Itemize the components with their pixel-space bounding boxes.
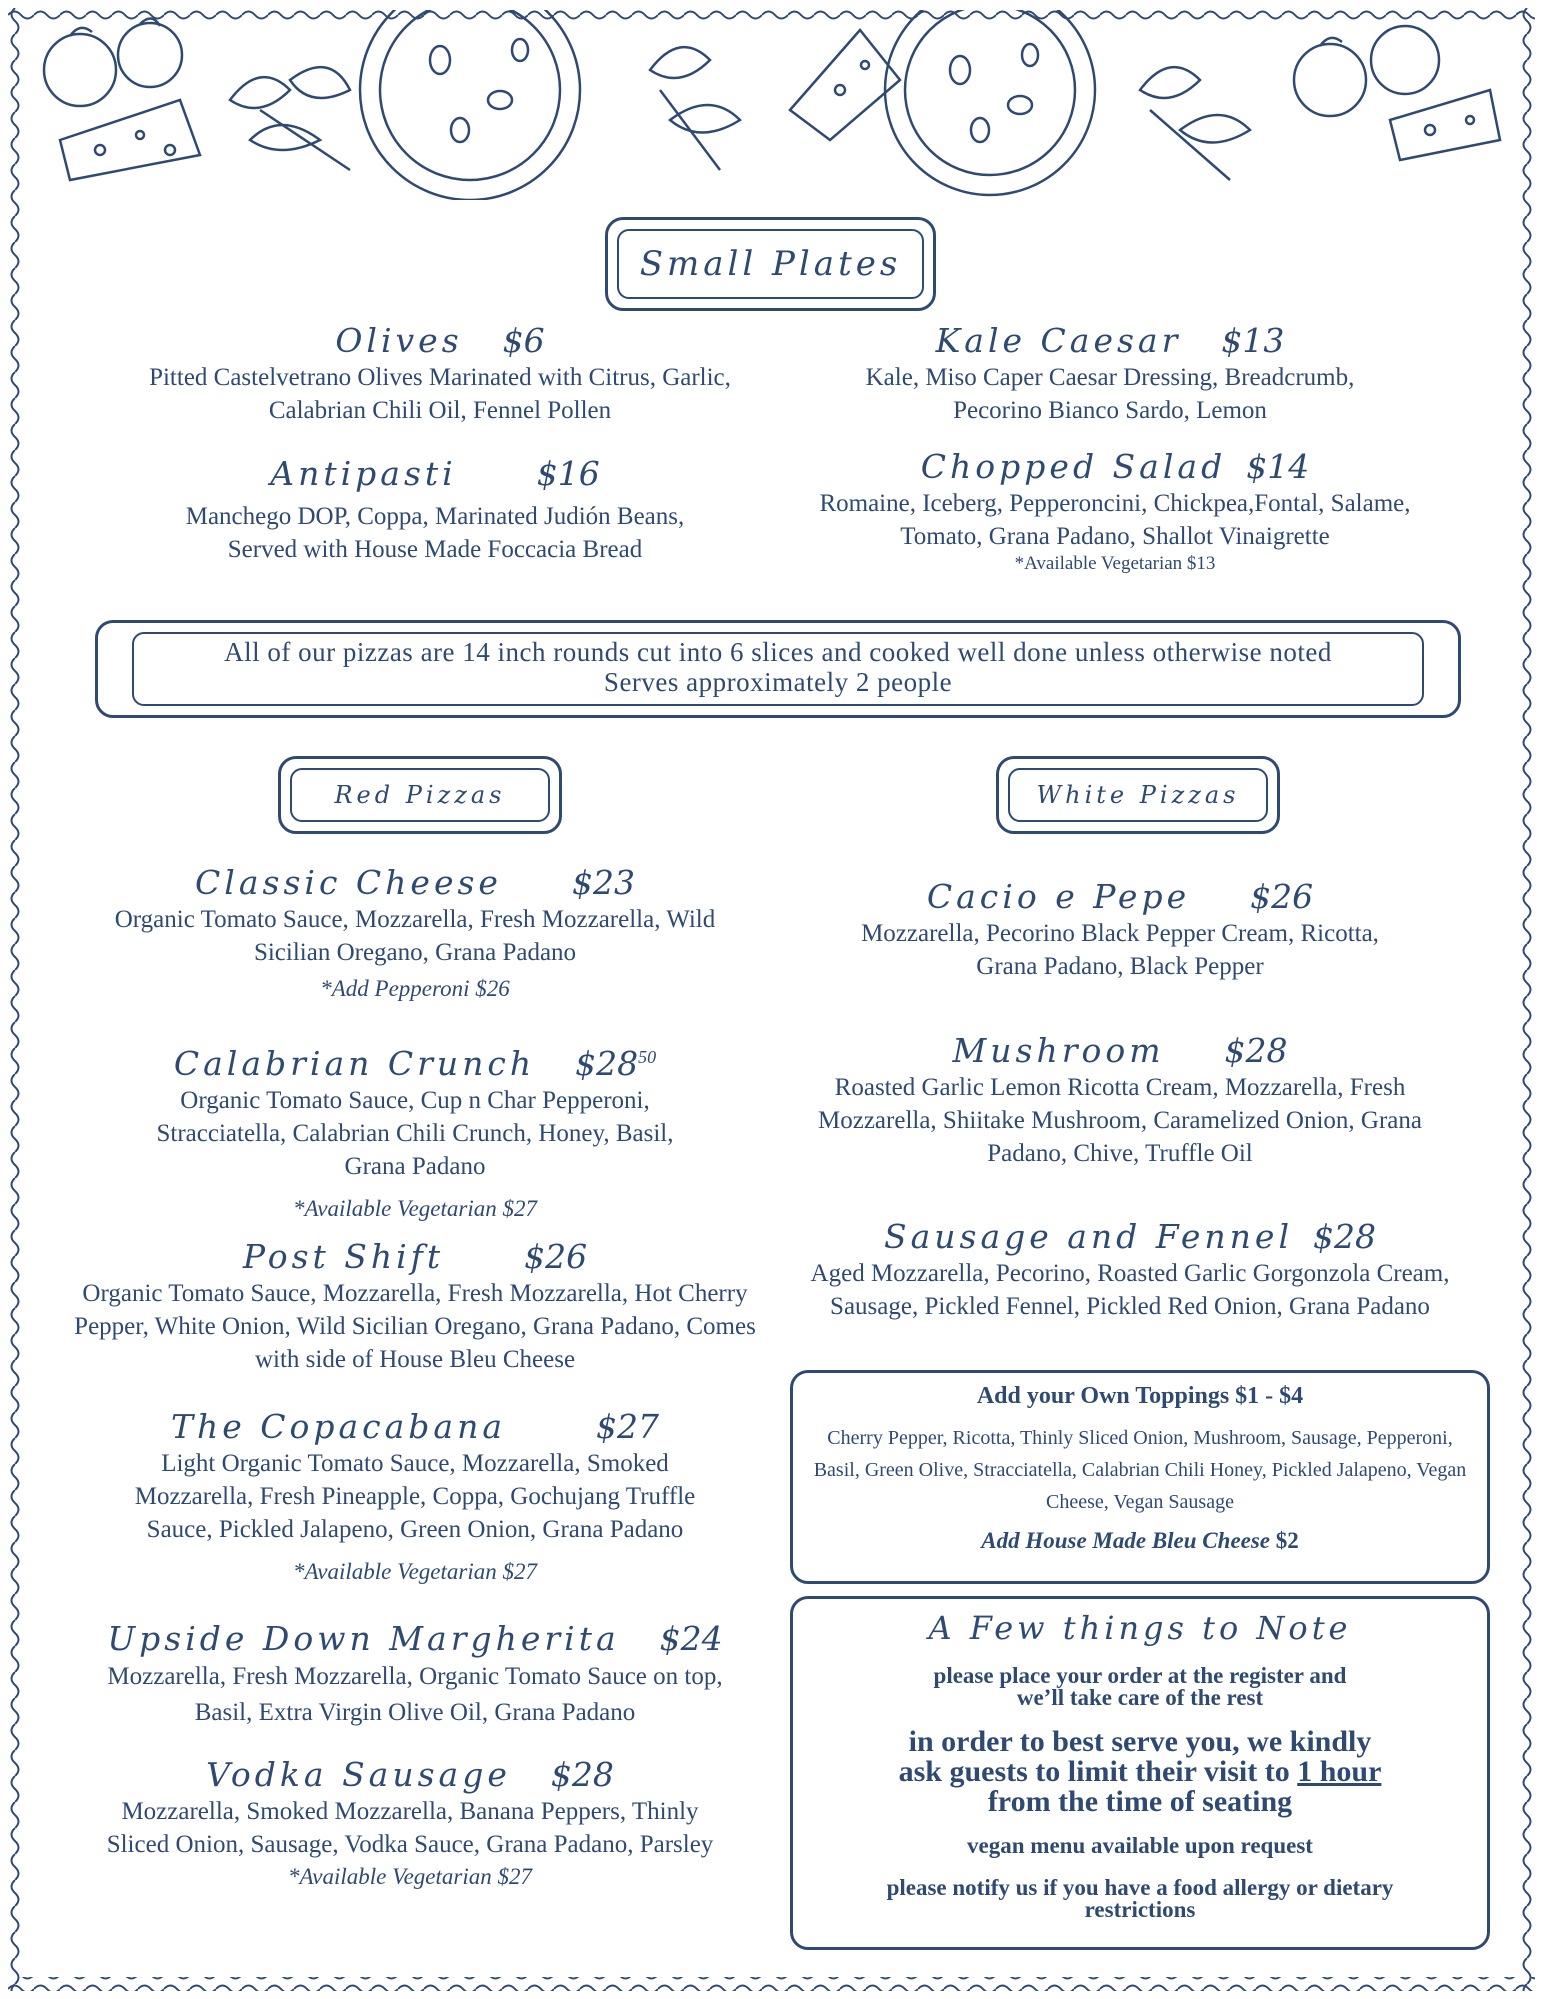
notes-title: A Few things to Note xyxy=(928,1609,1352,1647)
item-name: Sausage and Fennel xyxy=(883,1217,1294,1256)
cheese-wedge-icon xyxy=(1390,90,1500,160)
notes-panel xyxy=(790,1596,1490,1950)
notes-limit-line-2: ask guests to limit their visit to xyxy=(898,1755,1298,1788)
item-name: Olives xyxy=(335,321,463,360)
small-plates-header xyxy=(605,217,936,311)
item-name: Antipasti xyxy=(270,454,457,493)
notes-allergy xyxy=(793,1877,1487,1921)
bleu-cheese-price: $2 xyxy=(1275,1528,1299,1553)
red-pizzas-header xyxy=(278,756,562,834)
toppings-title: Add your Own Toppings $1 - $4 xyxy=(976,1383,1304,1409)
item-description: Aged Mozzarella, Pecorino, Roasted Garlic Gorgonzola Cream, Sausage, Pickled Fennel, Pickled Red Onion, Grana Padano xyxy=(810,1260,1450,1320)
item-name: Mushroom xyxy=(952,1031,1165,1070)
item-name: Classic Cheese xyxy=(195,863,502,902)
item-price: $16 xyxy=(536,454,600,493)
item-price: $28 xyxy=(575,1044,639,1083)
menu-item-vodka-sausage xyxy=(70,1756,750,1893)
item-description: Mozzarella, Pecorino Black Pepper Cream, Ricotta, Grana Padano, Black Pepper xyxy=(861,920,1379,980)
item-price: $28 xyxy=(1313,1217,1377,1256)
white-pizzas-title: White Pizzas xyxy=(1036,781,1240,809)
item-note: *Available Vegetarian $27 xyxy=(292,1559,537,1584)
notes-order-line-1: please place your order at the register and xyxy=(933,1663,1347,1688)
basil-icon xyxy=(230,67,350,170)
notes-limit-hour: 1 hour xyxy=(1297,1755,1382,1788)
item-description: Mozzarella, Smoked Mozzarella, Banana Peppers, Thinly Sliced Onion, Sausage, Vodka Sauce, Grana Padano, Parsley xyxy=(106,1798,714,1858)
pizza-info-line-2: Serves approximately 2 people xyxy=(603,667,953,697)
tomato-icon xyxy=(44,18,182,106)
notes-order xyxy=(793,1665,1487,1709)
pizza-icon xyxy=(360,10,580,200)
tomato-icon xyxy=(1294,26,1439,116)
notes-time-limit xyxy=(793,1727,1487,1817)
basil-icon xyxy=(650,47,740,170)
pizza-info-box xyxy=(95,620,1461,718)
white-pizzas-header xyxy=(996,756,1280,834)
item-description: Mozzarella, Fresh Mozzarella, Organic Tomato Sauce on top, Basil, Extra Virgin Olive Oil, Grana Padano xyxy=(107,1663,723,1726)
item-price: $6 xyxy=(502,321,545,360)
menu-item-copacabana xyxy=(90,1408,740,1588)
notes-order-line-2: we’ll take care of the rest xyxy=(1016,1685,1264,1710)
pizza-info-line-1: All of our pizzas are 14 inch rounds cut into 6 slices and cooked well done unless otherwise noted xyxy=(224,637,1332,667)
item-description: Organic Tomato Sauce, Mozzarella, Fresh Mozzarella, Hot Cherry Pepper, White Onion, Wild Sicilian Oregano, Grana Padano, Comes with side of House Bleu Cheese xyxy=(74,1280,756,1373)
item-price: $28 xyxy=(1224,1031,1288,1070)
menu-item-kale-caesar xyxy=(800,322,1420,427)
item-name: Upside Down Margherita xyxy=(107,1619,620,1658)
menu-item-antipasti xyxy=(130,455,740,566)
red-pizzas-title: Red Pizzas xyxy=(334,781,506,809)
pizza-icon xyxy=(885,10,1095,195)
toppings-panel xyxy=(790,1370,1490,1584)
item-note: *Available Vegetarian $13 xyxy=(1014,553,1216,574)
menu-item-mushroom xyxy=(790,1032,1450,1170)
menu-item-classic-cheese xyxy=(90,864,740,1005)
item-note: *Available Vegetarian $27 xyxy=(287,1864,532,1889)
menu-item-cacio-e-pepe xyxy=(800,878,1440,983)
cheese-wedge-icon xyxy=(60,100,200,180)
toppings-list: Cherry Pepper, Ricotta, Thinly Sliced Onion, Mushroom, Sausage, Pepperoni, Basil, Green Olive, Stracciatella, Calabrian Chili Honey, Pickled Jalapeno, Vegan Cheese, Vegan Sausage xyxy=(813,1427,1467,1513)
header-illustration xyxy=(30,10,1510,200)
menu-item-chopped-salad xyxy=(770,448,1460,575)
item-name: Kale Caesar xyxy=(935,321,1182,360)
menu-item-post-shift xyxy=(70,1238,760,1376)
item-price: $27 xyxy=(596,1407,660,1446)
notes-limit-line-1: in order to best serve you, we kindly xyxy=(908,1725,1372,1758)
notes-allergy-line-1: please notify us if you have a food allergy or dietary xyxy=(886,1875,1394,1900)
item-price: $23 xyxy=(571,863,635,902)
item-description: Organic Tomato Sauce, Cup n Char Pepperoni, Stracciatella, Calabrian Chili Crunch, Honey, Basil, Grana Padano xyxy=(156,1087,674,1180)
item-price: $14 xyxy=(1246,447,1310,486)
item-description: Manchego DOP, Coppa, Marinated Judión Beans, Served with House Made Foccacia Bread xyxy=(185,503,685,563)
item-price: $24 xyxy=(659,1619,723,1658)
bleu-cheese-line xyxy=(793,1528,1487,1554)
menu-item-calabrian-crunch xyxy=(90,1038,740,1225)
pizza-info-text xyxy=(98,637,1458,697)
item-description: Light Organic Tomato Sauce, Mozzarella, Smoked Mozzarella, Fresh Pineapple, Coppa, Gochujang Truffle Sauce, Pickled Jalapeno, Green Onion, Grana Padano xyxy=(134,1450,696,1543)
item-note: *Available Vegetarian $27 xyxy=(292,1196,537,1221)
item-description: Roasted Garlic Lemon Ricotta Cream, Mozzarella, Fresh Mozzarella, Shiitake Mushroom, Caramelized Onion, Grana Padano, Chive, Truffle Oil xyxy=(818,1074,1422,1167)
menu-item-olives xyxy=(120,322,760,427)
item-description: Pitted Castelvetrano Olives Marinated with Citrus, Garlic, Calabrian Chili Oil, Fennel Pollen xyxy=(149,364,731,424)
item-name: Vodka Sausage xyxy=(206,1755,511,1794)
menu-item-upside-down-margherita xyxy=(55,1620,775,1731)
item-price: $26 xyxy=(1250,877,1314,916)
small-plates-title: Small Plates xyxy=(639,244,902,284)
item-description: Organic Tomato Sauce, Mozzarella, Fresh Mozzarella, Wild Sicilian Oregano, Grana Padano xyxy=(114,906,716,966)
notes-limit-line-3: from the time of seating xyxy=(987,1785,1293,1818)
item-price: $26 xyxy=(524,1237,588,1276)
bleu-cheese-label: Add House Made Bleu Cheese xyxy=(981,1528,1271,1553)
item-note: *Add Pepperoni $26 xyxy=(320,976,510,1001)
item-name: Chopped Salad xyxy=(920,447,1227,486)
menu-item-sausage-and-fennel xyxy=(785,1218,1475,1323)
item-price: $28 xyxy=(550,1755,614,1794)
item-name: Post Shift xyxy=(242,1237,445,1276)
item-description: Romaine, Iceberg, Pepperoncini, Chickpea,Fontal, Salame, Tomato, Grana Padano, Shallot Vinaigrette xyxy=(819,490,1411,550)
item-name: Calabrian Crunch xyxy=(173,1044,536,1083)
item-price: $13 xyxy=(1221,321,1285,360)
item-price-cents: 50 xyxy=(638,1047,657,1067)
notes-allergy-line-2: restrictions xyxy=(1084,1897,1196,1922)
item-name: Cacio e Pepe xyxy=(926,877,1191,916)
notes-vegan: vegan menu available upon request xyxy=(967,1833,1313,1858)
basil-icon xyxy=(1140,67,1250,180)
item-description: Kale, Miso Caper Caesar Dressing, Breadcrumb, Pecorino Bianco Sardo, Lemon xyxy=(865,364,1355,424)
cheese-wedge-icon xyxy=(790,30,900,140)
item-name: The Copacabana xyxy=(170,1407,507,1446)
